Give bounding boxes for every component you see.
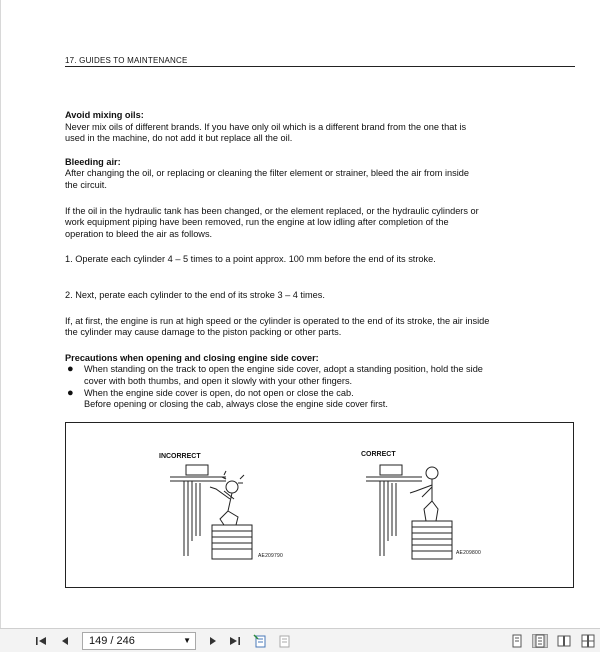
continuous-view-icon[interactable] [532, 634, 548, 648]
incorrect-label: INCORRECT [159, 453, 201, 460]
hydraulic-text-3: operation to bleed the air as follows. [65, 228, 213, 239]
hydraulic-text-2: work equipment piping have been removed, run the engine at low idling after completion of the [65, 217, 449, 228]
page-indicator: 149 / 246 [89, 635, 135, 647]
page-body [65, 110, 575, 411]
section-title: 17. GUIDES TO MAINTENANCE [65, 56, 188, 65]
bleeding-air-text-2: the circuit. [65, 179, 107, 190]
page-header [65, 56, 575, 67]
correct-illustration [366, 461, 486, 561]
fit-page-icon[interactable] [252, 634, 268, 648]
viewer-toolbar [0, 628, 600, 652]
page-number-select[interactable] [82, 632, 196, 650]
next-page-icon[interactable] [206, 634, 220, 648]
step-1: 1. Operate each cylinder 4 – 5 times to a point approx. 100 mm before the end of its stroke. [65, 254, 436, 265]
fit-width-icon[interactable] [276, 634, 292, 648]
step-2: 2. Next, perate each cylinder to the end of its stroke 3 – 4 times. [65, 289, 325, 300]
last-page-icon[interactable] [228, 634, 242, 648]
bleeding-air-text-1: After changing the oil, or replacing or cleaning the filter element or strainer, bleed the air from inside [65, 168, 469, 179]
incorrect-figure-code: AE209790 [258, 553, 283, 559]
bullet-icon: ● [67, 363, 74, 376]
bullet-icon: ● [67, 386, 74, 399]
previous-page-icon[interactable] [58, 634, 72, 648]
precautions-heading: Precautions when opening and closing engine side cover: [65, 352, 319, 363]
warning-text-2: the cylinder may cause damage to the piston packing or other parts. [65, 327, 342, 338]
bleeding-air-heading: Bleeding air: [65, 156, 121, 167]
pdf-page [25, 0, 577, 628]
avoid-mixing-heading: Avoid mixing oils: [65, 110, 144, 120]
bullet-1-text-2: cover with both thumbs, and open it slowly with your other fingers. [84, 375, 353, 386]
hydraulic-text-1: If the oil in the hydraulic tank has been changed, or the element replaced, or the hydraulic cylinders or [65, 205, 479, 216]
bullet-item [65, 364, 575, 387]
avoid-mixing-text-1: Never mix oils of different brands. If you have only oil which is a different brand from the one that is [65, 121, 467, 132]
illustration-box [65, 422, 574, 588]
bullet-1-text-1: When standing on the track to open the engine side cover, adopt a standing position, hold the side [84, 364, 483, 375]
warning-text-1: If, at first, the engine is run at high speed or the cylinder is operated to the end of its stroke, the air inside [65, 315, 490, 326]
bullet-2-text-2: Before opening or closing the cab, always close the engine side cover first. [84, 399, 388, 410]
correct-label: CORRECT [361, 451, 396, 458]
avoid-mixing-text-2: used in the machine, do not add it but replace all the oil. [65, 133, 293, 144]
two-page-continuous-icon[interactable] [580, 634, 596, 648]
bullet-2-text-1: When the engine side cover is open, do not open or close the cab. [84, 387, 354, 398]
incorrect-illustration [166, 461, 286, 561]
bullet-item [65, 388, 575, 400]
two-page-view-icon[interactable] [556, 634, 572, 648]
first-page-icon[interactable] [34, 634, 48, 648]
single-page-view-icon[interactable] [510, 634, 524, 648]
chevron-down-icon: ▼ [183, 636, 191, 645]
correct-figure-code: AE209800 [456, 550, 481, 556]
